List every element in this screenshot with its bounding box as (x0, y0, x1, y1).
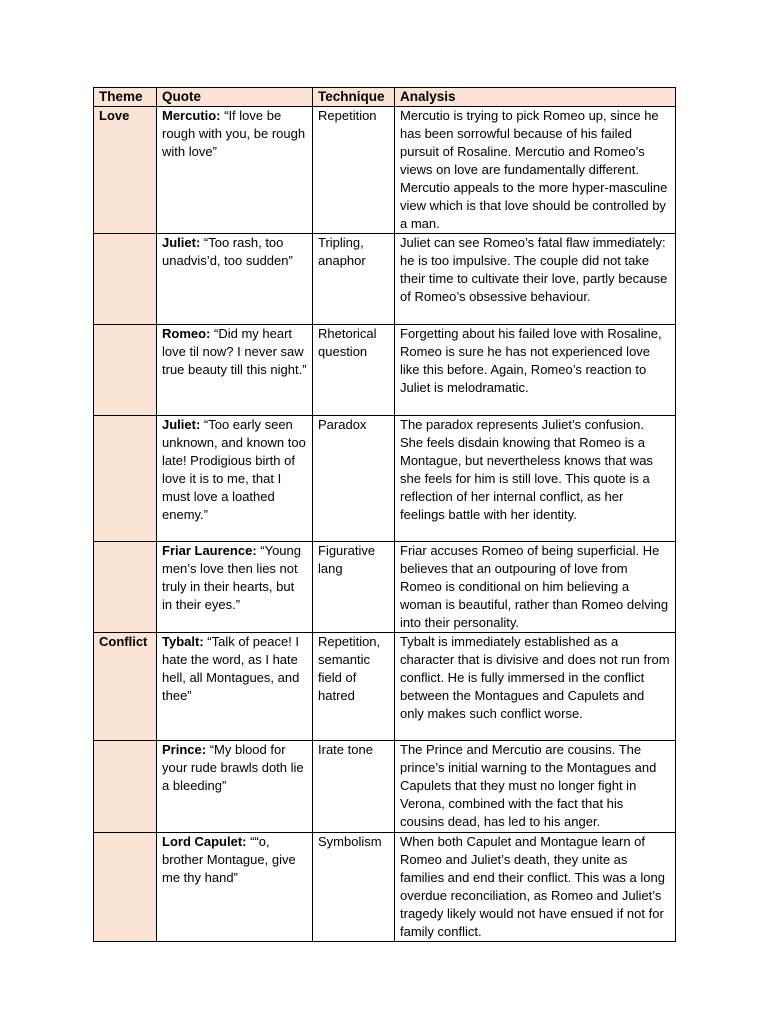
technique-cell: Symbolism (313, 833, 395, 942)
speaker-name: Friar Laurence: (162, 543, 257, 558)
header-row (94, 88, 676, 107)
analysis-cell: Juliet can see Romeo’s fatal flaw immediately: he is too impulsive. The couple did not take their time to cultivate their love, partly because of Romeo’s obsessive behaviour. (395, 234, 676, 325)
technique-cell: Repetition, semantic field of hatred (313, 633, 395, 741)
quote-cell (157, 234, 313, 325)
header-quote: Quote (157, 88, 313, 107)
technique-cell: Repetition (313, 107, 395, 234)
speaker-name: Mercutio: (162, 108, 221, 123)
theme-cell (94, 234, 157, 325)
theme-cell (94, 416, 157, 542)
quote-text: “My blood for your rude brawls doth lie a bleeding” (162, 742, 304, 793)
quote-text: “Talk of peace! I hate the word, as I hate hell, all Montagues, and thee” (162, 634, 300, 703)
table-row (94, 833, 676, 942)
analysis-cell: Tybalt is immediately established as a character that is divisive and does not run from conflict. He is fully immersed in the conflict between the Montagues and Capulets and only makes such conflict worse. (395, 633, 676, 741)
quote-text: “If love be rough with you, be rough with love” (162, 108, 306, 159)
quote-text: “Too early seen unknown, and known too late! Prodigious birth of love it is to me, that I must love a loathed enemy.” (162, 417, 306, 522)
quote-cell (157, 833, 313, 942)
themes-table (93, 87, 676, 942)
technique-cell: Rhetorical question (313, 325, 395, 416)
analysis-cell: Friar accuses Romeo of being superficial. He believes that an outpouring of love from Romeo is conditional on him believing a woman is beautiful, rather than Romeo delving into their personality. (395, 542, 676, 633)
quote-text: ““o, brother Montague, give me thy hand” (162, 834, 296, 885)
analysis-cell: The Prince and Mercutio are cousins. The prince’s initial warning to the Montagues and Capulets that they must no longer fight in Verona, combined with the fact that his cousins dead, has led to his anger. (395, 741, 676, 833)
table-row (94, 416, 676, 542)
analysis-cell: The paradox represents Juliet’s confusion. She feels disdain knowing that Romeo is a Montague, but nevertheless knows that was she feels for him is still love. This quote is a reflection of her internal conflict, as her feelings battle with her identity. (395, 416, 676, 542)
speaker-name: Juliet: (162, 417, 201, 432)
speaker-name: Tybalt: (162, 634, 204, 649)
table-row (94, 325, 676, 416)
technique-cell: Irate tone (313, 741, 395, 833)
quote-cell (157, 107, 313, 234)
technique-cell: Tripling, anaphor (313, 234, 395, 325)
header-technique: Technique (313, 88, 395, 107)
header-analysis: Analysis (395, 88, 676, 107)
quote-text: “Did my heart love til now? I never saw true beauty till this night.” (162, 326, 307, 377)
table-row (94, 234, 676, 325)
technique-cell: Paradox (313, 416, 395, 542)
theme-cell (94, 833, 157, 942)
analysis-cell: When both Capulet and Montague learn of Romeo and Juliet’s death, they unite as families and end their conflict. This was a long overdue reconciliation, as Romeo and Juliet’s tragedy likely would not have ensued if not for family conflict. (395, 833, 676, 942)
table-row (94, 741, 676, 833)
technique-cell: Figurative lang (313, 542, 395, 633)
speaker-name: Lord Capulet: (162, 834, 247, 849)
table-row (94, 633, 676, 741)
theme-cell: Love (94, 107, 157, 234)
quote-cell (157, 741, 313, 833)
quote-text: “Too rash, too unadvis’d, too sudden” (162, 235, 293, 268)
quote-cell (157, 542, 313, 633)
theme-cell (94, 741, 157, 833)
quote-cell (157, 325, 313, 416)
theme-cell (94, 325, 157, 416)
analysis-cell: Mercutio is trying to pick Romeo up, since he has been sorrowful because of his failed pursuit of Rosaline. Mercutio and Romeo’s views on love are fundamentally different. Mercutio appeals to the more hyper-masculine view which is that love should be controlled by a man. (395, 107, 676, 234)
theme-cell: Conflict (94, 633, 157, 741)
header-theme: Theme (94, 88, 157, 107)
table-row (94, 542, 676, 633)
speaker-name: Prince: (162, 742, 207, 757)
quote-cell (157, 416, 313, 542)
quote-text: “Young men’s love then lies not truly in their hearts, but in their eyes.” (162, 543, 301, 612)
speaker-name: Juliet: (162, 235, 201, 250)
analysis-cell: Forgetting about his failed love with Rosaline, Romeo is sure he has not experienced love like this before. Again, Romeo’s reaction to Juliet is melodramatic. (395, 325, 676, 416)
quote-cell (157, 633, 313, 741)
table-row (94, 107, 676, 234)
speaker-name: Romeo: (162, 326, 211, 341)
theme-cell (94, 542, 157, 633)
